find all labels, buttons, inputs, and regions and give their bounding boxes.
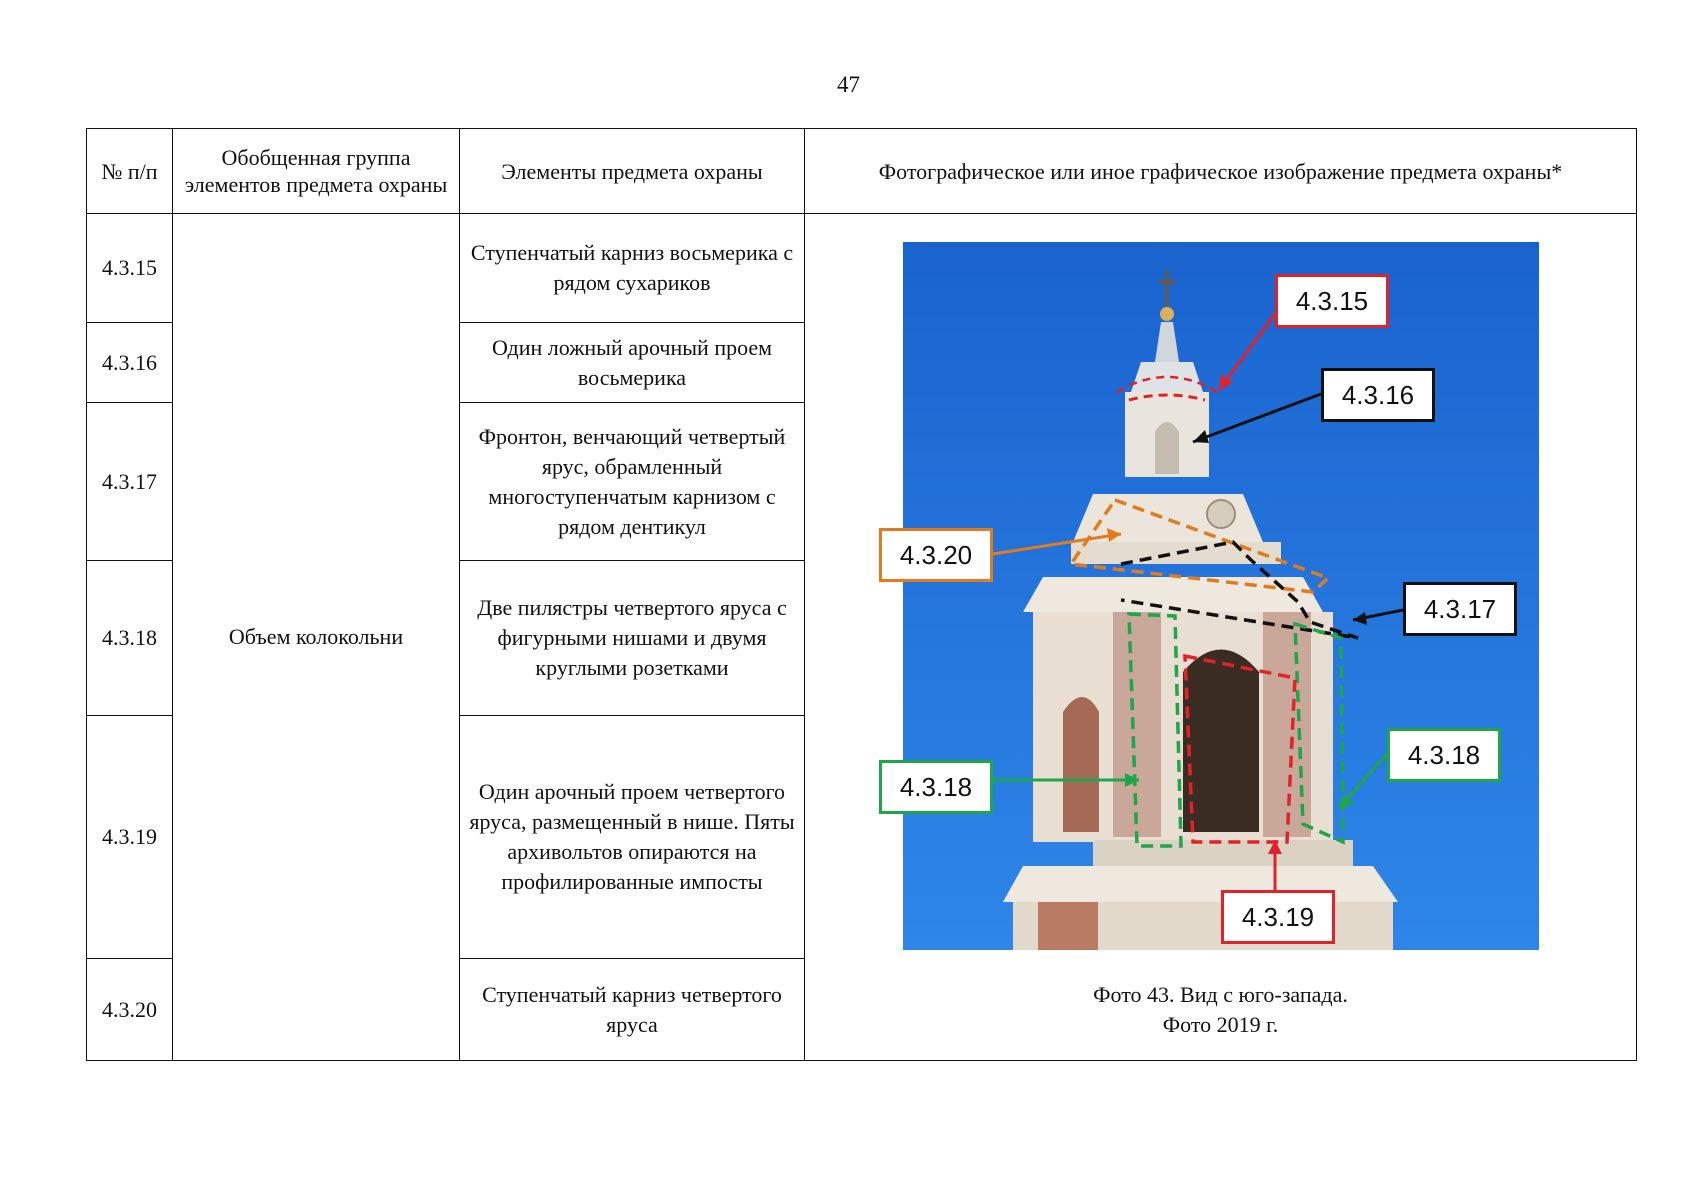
callout-4-3-20: 4.3.20 [879,528,993,582]
left-side-arch [1063,697,1099,832]
row-number: 4.3.16 [87,323,173,403]
protection-table [86,128,1637,1061]
octagon-cupola [1131,362,1203,392]
header-image: Фотографическое или иное графическое изображение предмета охраны* [805,129,1637,214]
photo-caption [805,980,1636,1040]
bell-tower-photo [899,242,1539,950]
spire-ball [1160,307,1174,321]
element-cell: Две пилястры четвертого яруса с фигурными нишами и двумя круглыми розетками [460,561,805,716]
row-number: 4.3.20 [87,959,173,1061]
row-number: 4.3.19 [87,716,173,959]
octagon-false-arch [1155,422,1179,474]
central-arch-opening [1183,650,1259,833]
table-row [87,214,1637,323]
balustrade [1093,840,1353,866]
element-cell: Фронтон, венчающий четвертый ярус, обрамленный многоступенчатым карнизом с рядом дентикул [460,403,805,561]
callout-4-3-16: 4.3.16 [1321,368,1435,422]
page-number: 47 [837,72,860,97]
right-pilaster [1263,612,1311,837]
clock [1207,500,1235,528]
row-number: 4.3.18 [87,561,173,716]
photo-cell [805,214,1637,1061]
element-cell: Ступенчатый карниз восьмерика с рядом сухариков [460,214,805,323]
caption-line-1: Фото 43. Вид с юго-запада. [1093,982,1348,1007]
row-number: 4.3.15 [87,214,173,323]
callout-4-3-18-left: 4.3.18 [879,760,993,814]
callout-4-3-15: 4.3.15 [1275,274,1389,328]
header-num: № п/п [87,129,173,214]
element-cell: Один ложный арочный проем восьмерика [460,323,805,403]
element-cell: Один арочный проем четвертого яруса, размещенный в нише. Пяты архивольтов опираются на профилированные импосты [460,716,805,959]
lower-cornice [1003,866,1398,902]
header-elements: Элементы предмета охраны [460,129,805,214]
callout-4-3-18-right: 4.3.18 [1387,728,1501,782]
callout-4-3-17: 4.3.17 [1403,582,1517,636]
group-cell: Объем колокольни [173,214,460,1061]
element-cell: Ступенчатый карниз четвертого яруса [460,959,805,1061]
table-header-row [87,129,1637,214]
header-group: Обобщенная группа элементов предмета охраны [173,129,460,214]
lower-tier-brick [1038,902,1098,950]
row-number: 4.3.17 [87,403,173,561]
caption-line-2: Фото 2019 г. [1162,1012,1279,1037]
callout-4-3-19: 4.3.19 [1221,890,1335,944]
